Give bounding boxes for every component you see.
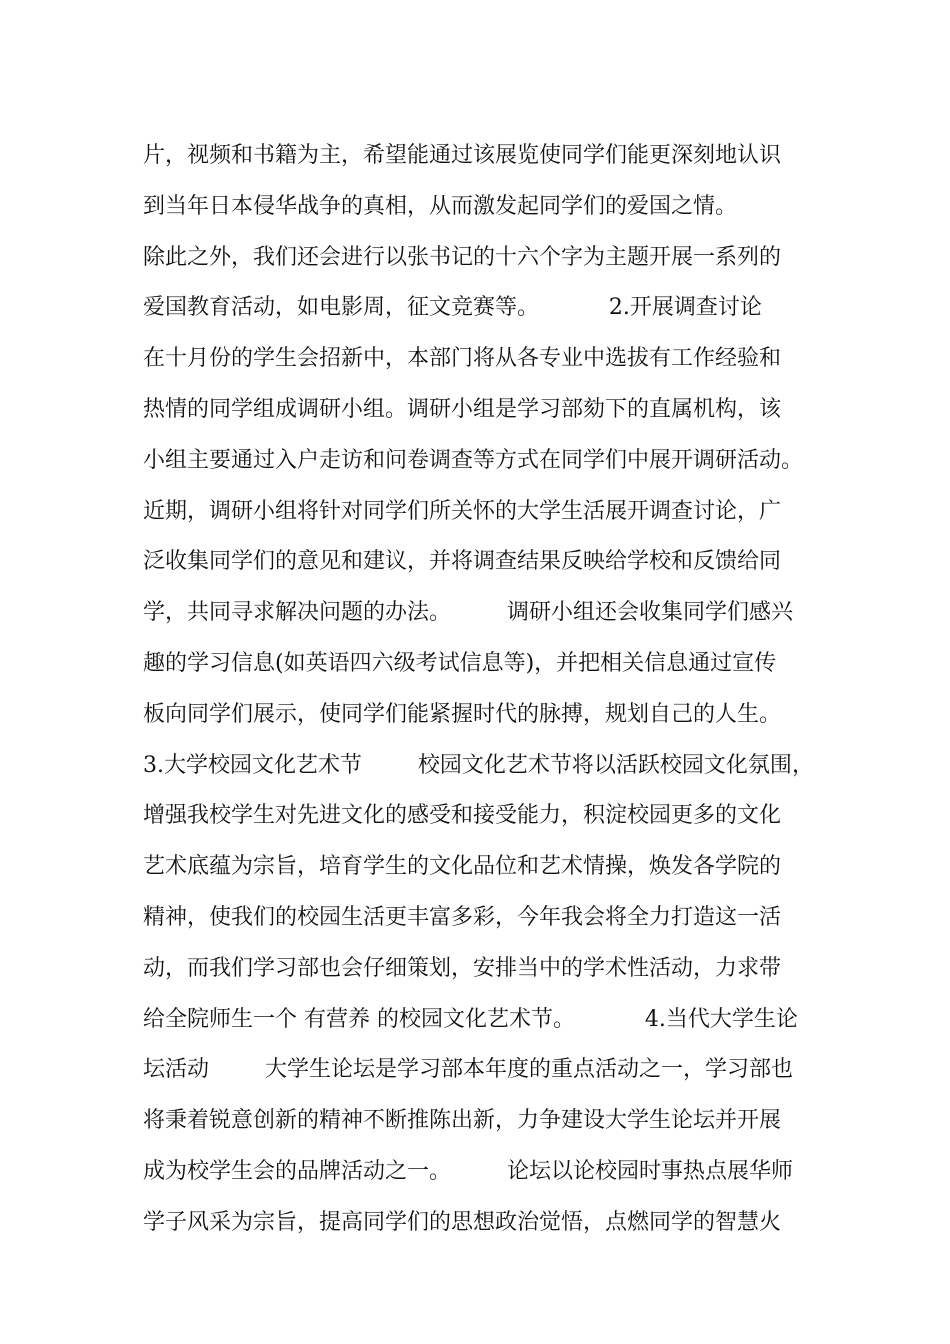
text-line: 增强我校学生对先进文化的感受和接受能力，积淀校园更多的文化 — [143, 803, 782, 829]
text-line: 精神，使我们的校园生活更丰富多彩，今年我会将全力打造这一活 — [143, 904, 782, 930]
text-line: 趣的学习信息(如英语四六级考试信息等)，并把相关信息通过宣传 — [143, 650, 777, 676]
text-line: 小组主要通过入户走访和问卷调查等方式在同学们中展开调研活动。 — [143, 447, 804, 473]
text-line: 成为校学生会的品牌活动之一。 论坛以论校园时事热点展华师 — [143, 1158, 793, 1184]
body-text — [143, 131, 843, 1249]
text-line: 爱国教育活动，如电影周，征文竞赛等。 2.开展调查讨论 — [143, 295, 762, 321]
text-line: 坛活动 大学生论坛是学习部本年度的重点活动之一，学习部也 — [143, 1057, 793, 1083]
text-line: 动，而我们学习部也会仔细策划，安排当中的学术性活动，力求带 — [143, 955, 782, 981]
text-line: 艺术底蕴为宗旨，培育学生的文化品位和艺术情操，焕发各学院的 — [143, 854, 782, 880]
text-line: 板向同学们展示，使同学们能紧握时代的脉搏，规划自己的人生。 — [143, 701, 782, 727]
text-line: 学子风采为宗旨，提高同学们的思想政治觉悟，点燃同学的智慧火 — [143, 1209, 782, 1235]
text-line: 给全院师生一个 有营养 的校园文化艺术节。 4.当代大学生论 — [143, 1006, 798, 1032]
text-line: 到当年日本侵华战争的真相，从而激发起同学们的爱国之情。 — [143, 193, 738, 219]
text-line: 泛收集同学们的意见和建议，并将调查结果反映给学校和反馈给同 — [143, 549, 782, 575]
text-line: 3.大学校园文化艺术节 校园文化艺术节将以活跃校园文化氛围， — [143, 752, 814, 778]
text-line: 近期，调研小组将针对同学们所关怀的大学生活展开调查讨论，广 — [143, 498, 782, 524]
text-line: 学，共同寻求解决问题的办法。 调研小组还会收集同学们感兴 — [143, 600, 793, 626]
text-line: 热情的同学组成调研小组。调研小组是学习部劾下的直属机构，该 — [143, 396, 782, 422]
text-line: 将秉着锐意创新的精神不断推陈出新，力争建设大学生论坛并开展 — [143, 1108, 782, 1134]
text-line: 在十月份的学生会招新中，本部门将从各专业中选拔有工作经验和 — [143, 346, 782, 372]
text-line: 片，视频和书籍为主，希望能通过该展览使同学们能更深刻地认识 — [143, 143, 782, 168]
text-line: 除此之外，我们还会进行以张书记的十六个字为主题开展一系列的 — [143, 244, 782, 270]
